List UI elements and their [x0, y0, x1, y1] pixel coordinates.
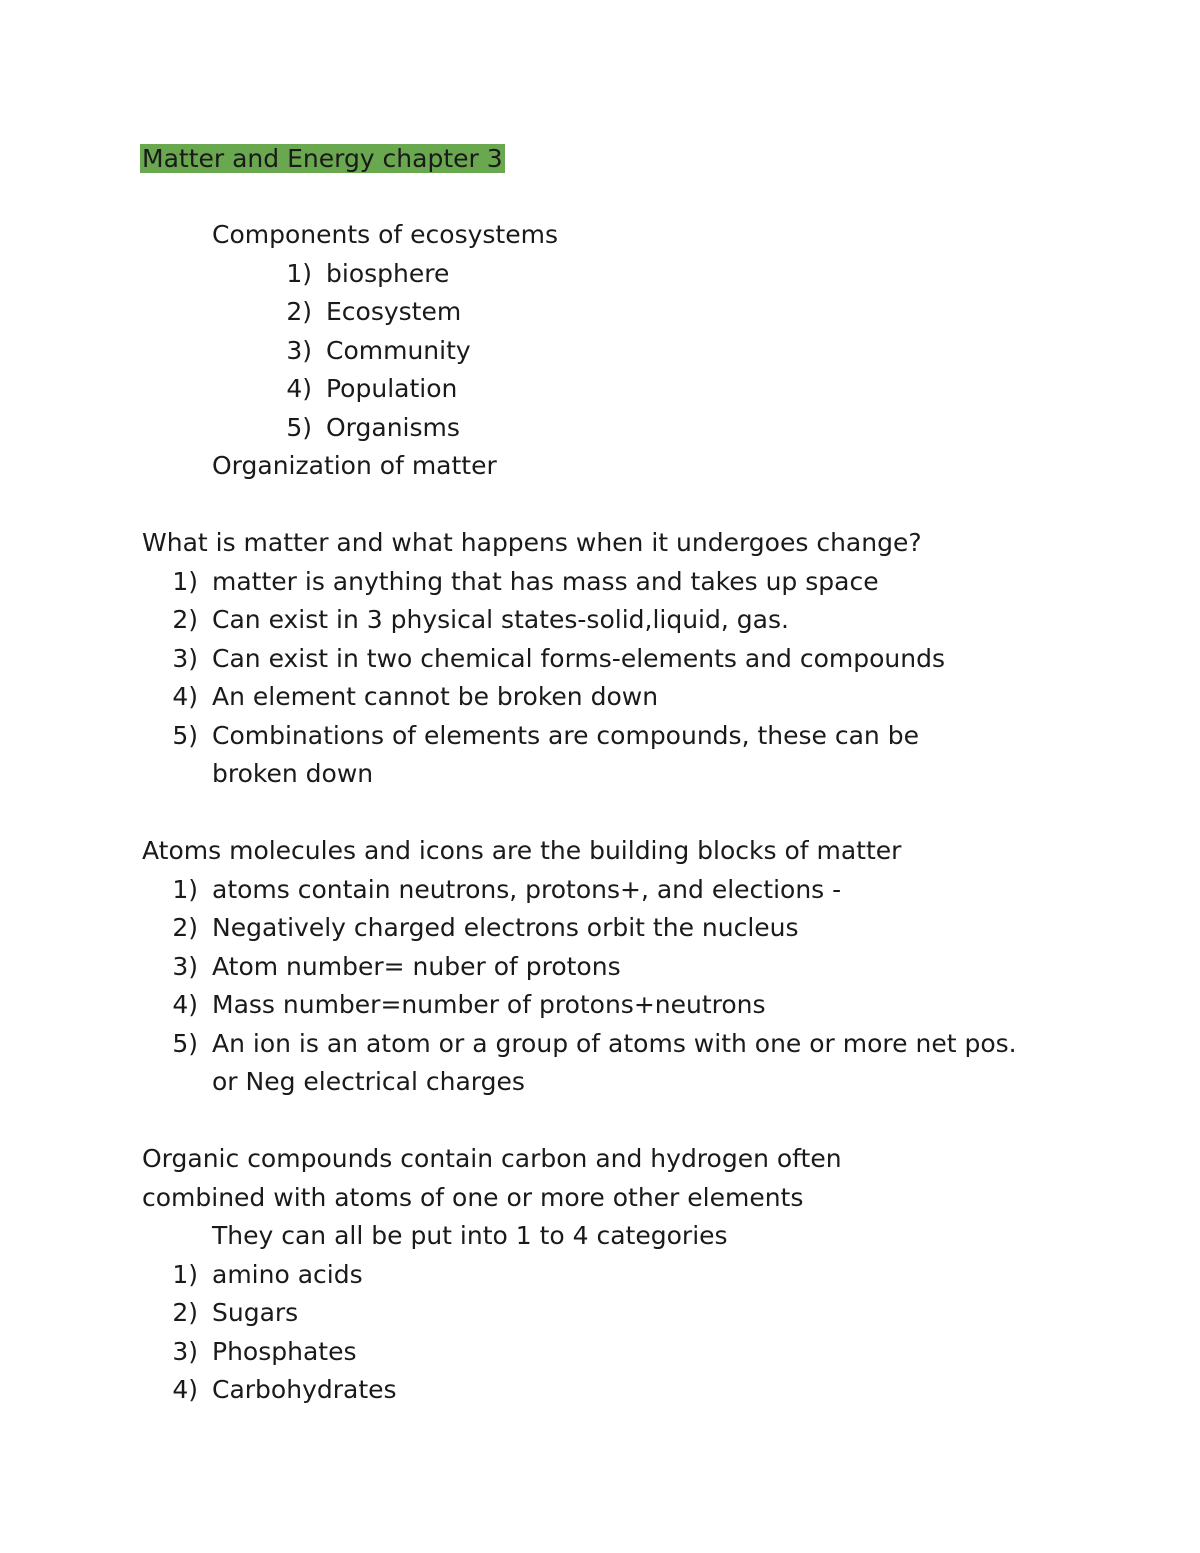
section-footer: Organization of matter [212, 451, 497, 480]
section-heading: Components of ecosystems [212, 220, 558, 249]
list-number: 5) [172, 1028, 198, 1058]
list-number: 2) [172, 913, 198, 942]
list-text: Combinations of elements are compounds, these can be broken down [212, 720, 919, 788]
list-item [142, 640, 1062, 679]
list-text: atoms contain neutrons, protons+, and elections - [212, 874, 842, 904]
list-item [142, 948, 1062, 987]
list-text: biosphere [326, 258, 450, 288]
list-item [142, 1294, 1062, 1333]
list-number: 3) [172, 951, 198, 981]
list-item [142, 370, 1062, 409]
section-subheading: They can all be put into 1 to 4 categories [212, 1221, 728, 1250]
list-number: 5) [172, 720, 198, 750]
list-number: 1) [172, 874, 198, 904]
list-text: Organisms [326, 412, 460, 442]
list-number: 2) [172, 605, 198, 634]
organic-compounds-section [142, 1140, 1062, 1410]
list-item [142, 678, 1062, 717]
list-text: matter is anything that has mass and takes up space [212, 566, 879, 596]
list-number: 3) [172, 643, 198, 673]
ecosystem-components-section [142, 216, 1062, 486]
document-title: Matter and Energy chapter 3 [142, 144, 503, 173]
document-title-line [140, 140, 505, 178]
list-text: Sugars [212, 1298, 299, 1327]
list-number: 3) [286, 335, 312, 365]
list-item [142, 1025, 1062, 1101]
list-number: 3) [172, 1336, 198, 1366]
list-item [142, 986, 1062, 1025]
list-number: 4) [172, 682, 198, 711]
list-text: Can exist in 3 physical states-solid,liquid, gas. [212, 605, 789, 634]
section-heading-line2: combined with atoms of one or more other elements [142, 1182, 804, 1212]
list-text: An element cannot be broken down [212, 682, 659, 711]
list-item [142, 409, 1062, 448]
list-text: Mass number=number of protons+neutrons [212, 990, 766, 1019]
list-text: Phosphates [212, 1336, 357, 1366]
list-number: 2) [286, 297, 312, 326]
list-item [142, 255, 1062, 294]
list-item [142, 717, 1062, 793]
list-number: 5) [286, 412, 312, 442]
list-item [142, 332, 1062, 371]
list-item [142, 1371, 1062, 1410]
matter-section [142, 524, 1062, 793]
list-item [142, 563, 1062, 602]
list-text: Community [326, 335, 471, 365]
list-item [142, 601, 1062, 640]
list-number: 4) [172, 990, 198, 1019]
section-heading-line1: Organic compounds contain carbon and hydrogen often [142, 1144, 842, 1173]
list-text: Atom number= nuber of protons [212, 951, 621, 981]
list-item [142, 293, 1062, 332]
list-number: 1) [172, 1259, 198, 1289]
list-item [142, 1333, 1062, 1372]
atoms-section [142, 832, 1062, 1101]
list-text: Can exist in two chemical forms-elements and compounds [212, 643, 945, 673]
list-item [142, 1256, 1062, 1295]
section-heading: What is matter and what happens when it undergoes change? [142, 528, 922, 557]
list-number: 2) [172, 1298, 198, 1327]
list-number: 1) [172, 566, 198, 596]
list-text: amino acids [212, 1259, 363, 1289]
list-text: Negatively charged electrons orbit the nucleus [212, 913, 799, 942]
list-number: 4) [172, 1375, 198, 1404]
list-text: Ecosystem [326, 297, 462, 326]
list-number: 1) [286, 258, 312, 288]
list-text: Population [326, 374, 458, 403]
list-text: An ion is an atom or a group of atoms with one or more net pos. or Neg electrical charges [212, 1028, 1017, 1096]
list-item [142, 909, 1062, 948]
list-number: 4) [286, 374, 312, 403]
section-heading: Atoms molecules and icons are the building blocks of matter [142, 836, 902, 865]
list-item [142, 871, 1062, 910]
list-text: Carbohydrates [212, 1375, 397, 1404]
